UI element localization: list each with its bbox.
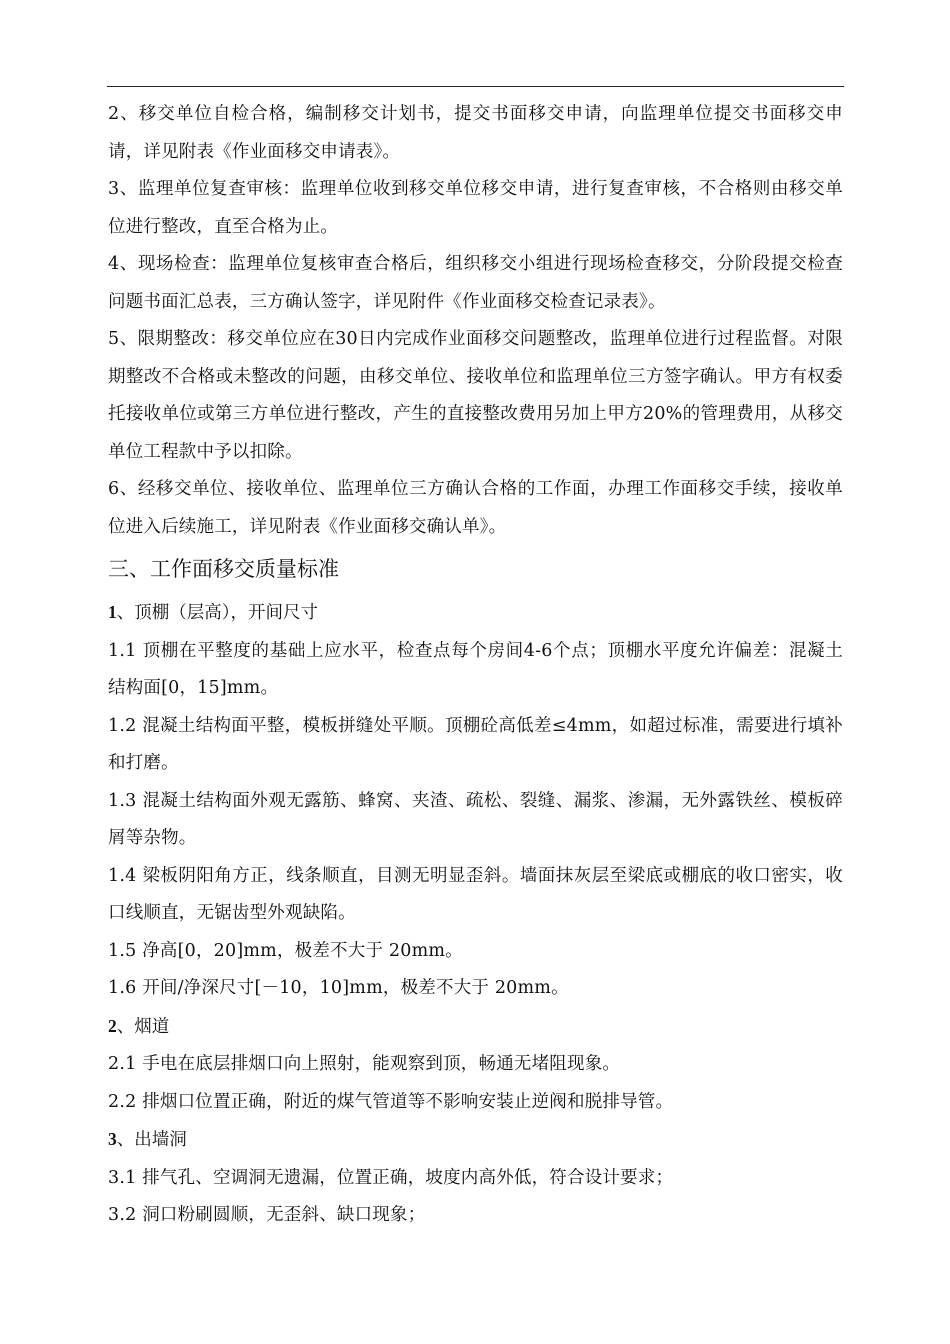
subheading-text: 、顶棚（层高），开间尺寸 — [116, 603, 318, 623]
item-2-2: 2.2 排烟口位置正确，附近的煤气管道等不影响安装止逆阀和脱排导管。 — [108, 1091, 674, 1112]
item-1-4: 1.4 梁板阴阳角方正，线条顺直，目测无明显歪斜。墙面抹灰层至梁底或棚底的收口密实，收口线顺直，无锯齿型外观缺陷。 — [108, 865, 843, 923]
subheading-number: 1 — [108, 602, 117, 622]
item-1-1: 1.1 顶棚在平整度的基础上应水平，检查点每个房间4-6个点；顶棚水平度允许偏差：混凝土结构面[0，15]mm。 — [108, 640, 843, 698]
document-body — [108, 96, 843, 1235]
paragraph-step-6: 6、经移交单位、接收单位、监理单位三方确认合格的工作面，办理工作面移交手续，接收单位进入后续施工，详见附表《作业面移交确认单》。 — [108, 479, 843, 537]
subheading-ceiling — [108, 594, 843, 633]
subheading-text: 、烟道 — [116, 1016, 170, 1037]
paragraph-step-4: 4、现场检查：监理单位复核审查合格后，组织移交小组进行现场检查移交，分阶段提交检查问题书面汇总表，三方确认签字，详见附件《作业面移交检查记录表》。 — [108, 254, 843, 312]
section-title: 三、工作面移交质量标准 — [108, 557, 339, 581]
paragraph-step-3: 3、监理单位复查审核：监理单位收到移交单位移交申请，进行复查审核，不合格则由移交单位进行整改，直至合格为止。 — [108, 179, 843, 237]
item-1-5: 1.5 净高[0，20]mm，极差不大于 20mm。 — [108, 940, 463, 961]
item-1-3: 1.3 混凝土结构面外观无露筋、蜂窝、夹渣、疏松、裂缝、漏浆、渗漏，无外露铁丝、模板碎屑等杂物。 — [108, 790, 843, 848]
item-3-2: 3.2 洞口粉刷圆顺，无歪斜、缺口现象； — [108, 1205, 426, 1225]
item-1-6: 1.6 开间/净深尺寸[－10，10]mm，极差不大于 20mm。 — [108, 978, 569, 998]
subheading-flue — [108, 1008, 843, 1047]
subheading-number: 2 — [108, 1015, 117, 1036]
subheading-wall-openings — [108, 1121, 843, 1160]
item-2-1: 2.1 手电在底层排烟口向上照射，能观察到顶，畅通无堵阻现象。 — [108, 1054, 621, 1074]
subheading-text: 、出墙洞 — [116, 1130, 187, 1150]
header-rule — [107, 86, 844, 87]
paragraph-step-5: 5、限期整改：移交单位应在30日内完成作业面移交问题整改，监理单位进行过程监督。对限期整改不合格或未整改的问题，由移交单位、接收单位和监理单位三方签字确认。甲方有权委托接收单位或第三方单位进行整改，产生的直接整改费用另加上甲方20%的管理费用，从移交单位工程款中予以扣除。 — [108, 329, 843, 462]
subheading-number: 3 — [108, 1129, 117, 1149]
item-1-2: 1.2 混凝土结构面平整，模板拼缝处平顺。顶棚砼高低差≤4mm，如超过标准，需要进行填补和打磨。 — [108, 715, 843, 773]
item-3-1: 3.1 排气孔、空调洞无遗漏，位置正确，坡度内高外低，符合设计要求； — [108, 1167, 674, 1188]
paragraph-step-2: 2、移交单位自检合格，编制移交计划书，提交书面移交申请，向监理单位提交书面移交申请，详见附表《作业面移交申请表》。 — [108, 104, 843, 162]
